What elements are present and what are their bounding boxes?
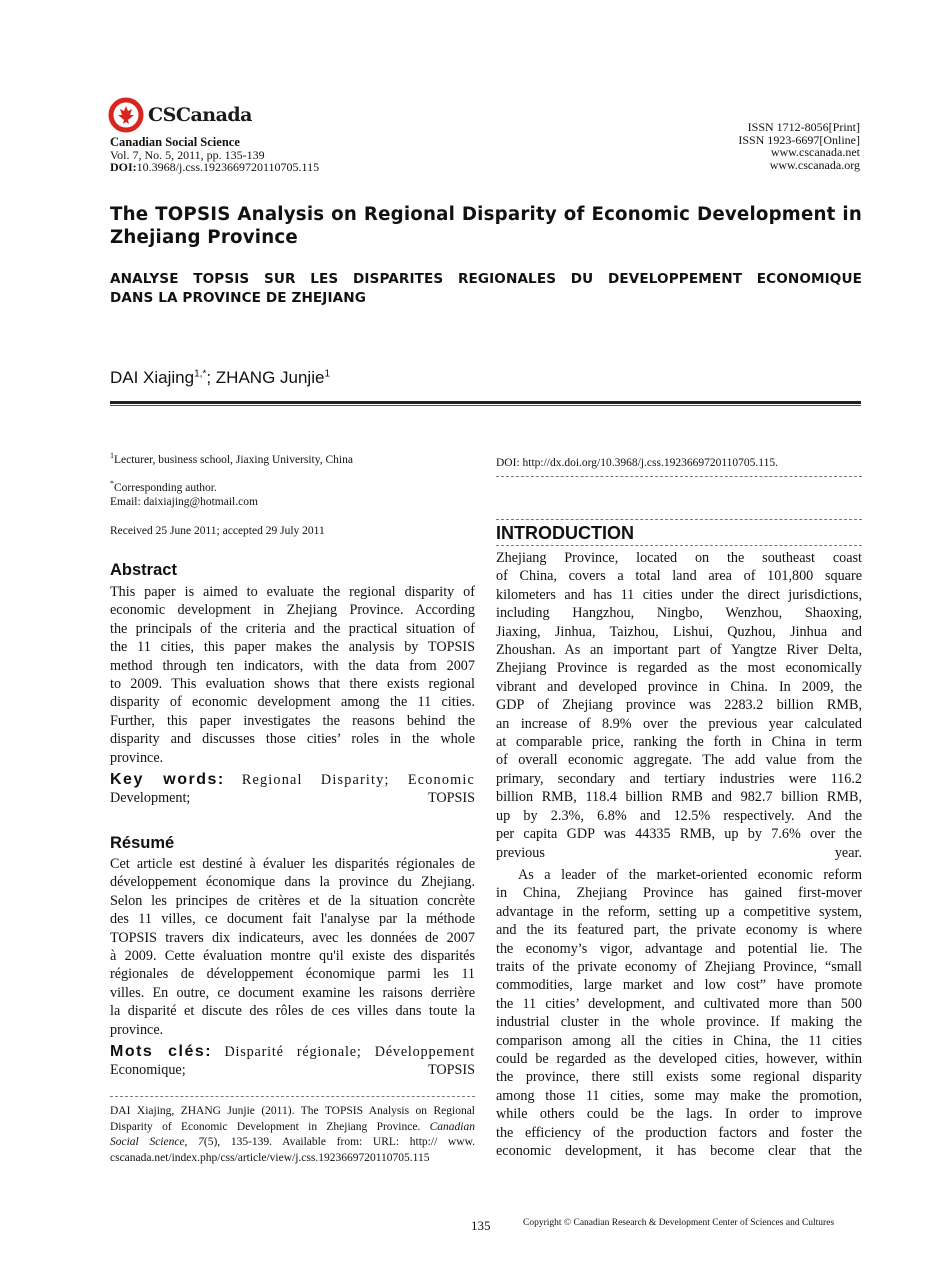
introduction-paragraph: As a leader of the market-oriented economic reform in China, Zhejiang Province has gained first-mover advantage in the reform, setting up a competitive system, and the its featured part, the private economy is where the economy’s vigor, advantage and potential lie. The traits of the private economy of Zhejiang Province, “small commodities, large market and low cost” have promote the 11 cities’ development, and cultivated more than 500 industrial cluster in the whole province. If making the comparison among all the cities in China, the 11 cities could be regarded as the developed cities, however, within the province, there still exists some regional disparity among those 11 cities, some may make the promotion, while others could be the lags. In order to improve the efficiency of the production factors and foster the economic development, it has become clear that the [496,867,862,1160]
publisher-logo [108,96,268,136]
received-date: Received 25 June 2011; accepted 29 July 2011 [110,525,325,537]
issn-info [738,121,860,171]
copyright: Copyright © Canadian Research & Development Center of Sciences and Cultures [523,1218,835,1228]
title-line: Zhejiang Province [110,227,298,248]
author-separator: ; [206,368,216,387]
article-title [110,203,862,249]
author-sup: 1 [324,368,330,380]
journal-info [110,136,319,174]
resume-text: Cet article est destiné à évaluer les disparités régionales de développement économique dans la province du Zhejiang. Selon les principes de critères et de la situation concrète des 11 villes, ce document fait l'analyse par la méthode TOPSIS travers dix indicateurs, avec les données de 2007 à 2009. Cette évaluation montre qu'il existe des disparités régionales de développement économique parmi les 11 villes. En outre, ce document examine les raisons derrière la disparité et discute des rôles de ces villes dans toute la province. [110,856,475,1038]
resume-heading: Résumé [110,834,175,852]
divider [496,476,862,477]
author-name: ZHANG Junjie [215,368,325,387]
abstract-text: This paper is aimed to evaluate the regional disparity of economic development in Zhejiang Province. According the principals of the criteria and the practical situation of the 11 cities, this paper makes the analysis by TOPSIS method through ten indicators, with the data from 2007 to 2009. This evaluation shows that there exists regional disparity of economic development among the 11 cities. Further, this paper investigates the reasons behind the disparity and discusses those cities’ roles in the whole province. [110,584,475,766]
divider [110,1096,475,1097]
issn-print: ISSN 1712-8056[Print] [747,120,860,134]
maple-leaf-logo-icon [108,96,146,134]
french-title-line: ANALYSE TOPSIS SUR LES DISPARITES REGIONALES DU DEVELOPPEMENT ECONOMIQUE [110,271,862,287]
author-sup: 1,* [194,368,207,380]
site-org-link[interactable]: www.cscanada.org [769,157,860,172]
logo-text: CSCanada [148,104,252,126]
mots-cles-label: Mots clés: [110,1043,213,1060]
citation-url: cscanada.net/index.php/css/article/view/j.css.1923669720110705.115 [110,1151,430,1164]
author-name: DAI Xiajing [110,368,195,387]
affiliation: $^1$Lecturer, business school, Jiaxing University, China [110,451,353,466]
journal-doi: DOI:10.3968/j.css.1923669720110705.115 [110,160,320,174]
title-line: The TOPSIS Analysis on Regional Disparity of Economic Development in [110,204,862,225]
site-net-link[interactable]: www.cscanada.net [770,145,860,159]
doi-link[interactable]: DOI: http://dx.doi.org/10.3968/j.css.1923669720110705.115. [496,457,778,469]
french-title [110,270,862,308]
author-list [110,368,330,388]
page-number: 135 [471,1218,491,1233]
abstract-heading: Abstract [110,561,177,579]
issn-online: ISSN 1923-6697[Online] [738,132,860,147]
divider [496,545,862,546]
corresponding-author: *Corresponding author. Email: daixiajing@hotmail.com [110,477,480,509]
header-rule-thin [110,405,861,406]
keywords: Key words: Regional Disparity; Economic Development; TOPSIS [110,771,475,807]
french-title-line: DANS LA PROVINCE DE ZHEJIANG [110,290,366,306]
journal-volume: Vol. 7, No. 5, 2011, pp. 135-139 [110,147,265,162]
introduction-paragraph: Zhejiang Province, located on the southeast coast of China, covers a total land area of 101,800 square kilometers and has 11 cities under the direct jurisdictions, including Hangzhou, Ningbo, Wenzhou, Shaoxing, Jiaxing, Jinhua, Taizhou, Lishui, Quzhou, Jinhua and Zhoushan. As an important part of Yangtze River Delta, Zhejiang Province is regarded as the most economically vibrant and developed province in China. In 2009, the GDP of Zhejiang province was 2283.2 billion RMB, an increase of 8.9% over the previous year calculated at comparable price, ranking the forth in China in term of overall economic aggregate. The add value from the primary, secondary and tertiary industries were 116.2 billion RMB, 118.4 billion RMB and 982.7 billion RMB, up by 2.3%, 6.8% and 12.5% respectively. And the per capita GDP was 44335 RMB, up by 7.6% over the previous year. [496,550,862,861]
header-rule [110,401,861,404]
keywords-label: Key words: [110,771,225,788]
journal-name: Canadian Social Science [110,135,240,149]
divider [496,519,862,520]
citation: DAI Xiajing, ZHANG Junjie (2011). The TOPSIS Analysis on Regional Disparity of Economic Development in Zhejiang Province. Canadian Social Science, 7(5), 135-139. Available from: URL: http:// www. cscanada.net/index.php/css/article/view/j.css.1923669720110705.115 [110,1104,475,1166]
email: Email: daixiajing@hotmail.com [110,495,258,508]
mots-cles: Mots clés: Disparité régionale; Développement Economique; TOPSIS [110,1043,476,1079]
introduction-heading: INTRODUCTION [496,523,634,543]
